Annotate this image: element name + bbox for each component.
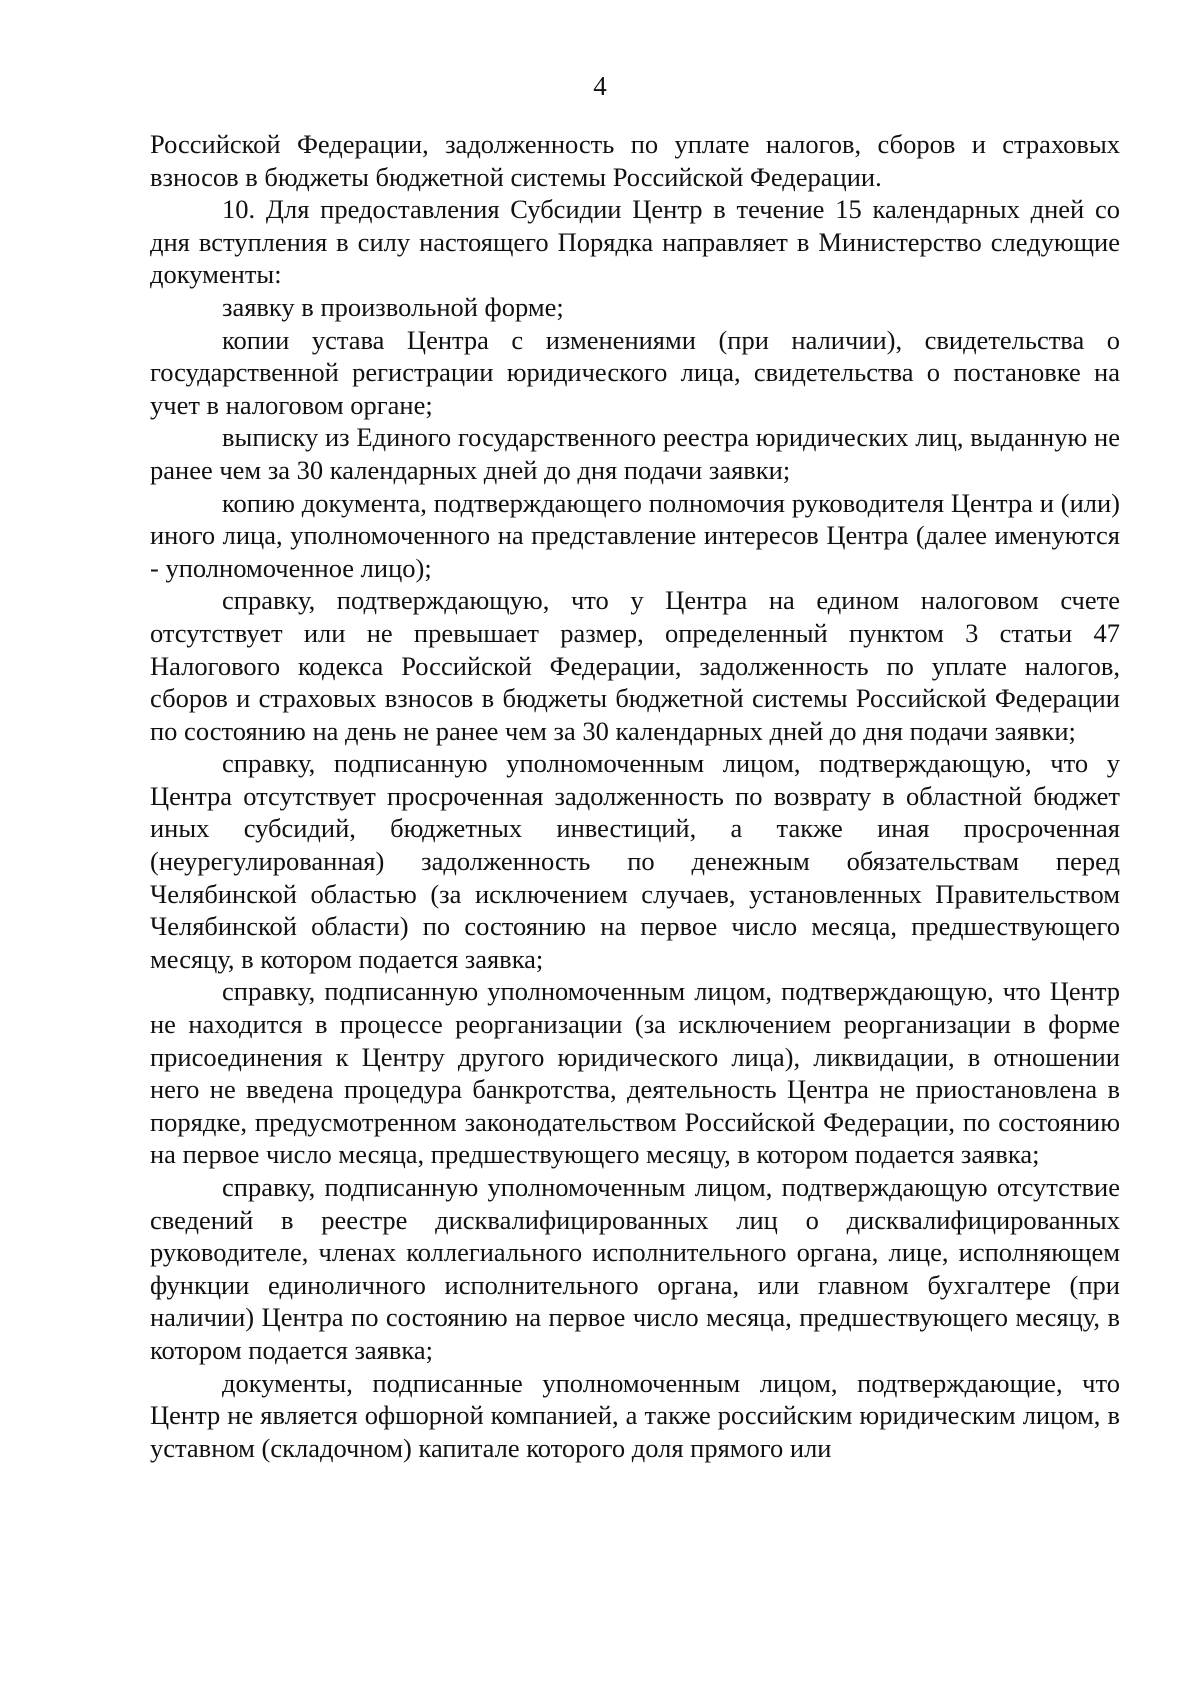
- paragraph-debt-certificate: справку, подписанную уполномоченным лицом, подтверждающую, что у Центра отсутствует просроченная задолженность по возврату в областной бюджет иных субсидий, бюджетных инвестиций, а также иная просроченная (неурегулированная) задолженность по денежным обязательствам перед Челябинской областью (за исключением случаев, установленных Правительством Челябинской области) по состоянию на первое число месяца, предшествующего месяцу, в котором подается заявка;: [150, 748, 1120, 974]
- paragraph-application: заявку в произвольной форме;: [222, 291, 564, 322]
- document-body: [150, 128, 1120, 1464]
- paragraph-authority-document: копию документа, подтверждающего полномочия руководителя Центра и (или) иного лица, уполномоченного на представление интересов Центра (далее именуются - уполномоченное лицо);: [150, 487, 1120, 583]
- paragraph-item-10: 10. Для предоставления Субсидии Центр в течение 15 календарных дней со дня вступления в силу настоящего Порядка направляет в Министерство следующие документы:: [150, 194, 1120, 290]
- page-number: 4: [593, 71, 607, 101]
- paragraph-registry-extract: выписку из Единого государственного реестра юридических лиц, выданную не ранее чем за 30 календарных дней до дня подачи заявки;: [150, 422, 1120, 485]
- paragraph-continuation: Российской Федерации, задолженность по уплате налогов, сборов и страховых взносов в бюджеты бюджетной системы Российской Федерации.: [150, 129, 1120, 192]
- paragraph-disqualification-certificate: справку, подписанную уполномоченным лицом, подтверждающую отсутствие сведений в реестре дисквалифицированных лиц о дисквалифицированных руководителе, членах коллегиального исполнительного органа, лице, исполняющем функции единоличного исполнительного органа, или главном бухгалтере (при наличии) Центра по состоянию на первое число месяца, предшествующего месяцу, в котором подается заявка;: [150, 1172, 1120, 1365]
- paragraph-charter-copies: копии устава Центра с изменениями (при наличии), свидетельства о государственной регистрации юридического лица, свидетельства о постановке на учет в налоговом органе;: [150, 324, 1120, 420]
- paragraph-reorganization-certificate: справку, подписанную уполномоченным лицом, подтверждающую, что Центр не находится в процессе реорганизации (за исключением реорганизации в форме присоединения к Центру другого юридического лица), ликвидации, в отношении него не введена процедура банкротства, деятельность Центра не приостановлена в порядке, предусмотренном законодательством Российской Федерации, по состоянию на первое число месяца, предшествующего месяцу, в котором подается заявка;: [150, 976, 1120, 1170]
- paragraph-offshore-documents: документы, подписанные уполномоченным лицом, подтверждающие, что Центр не является офшорной компанией, а также российским юридическим лицом, в уставном (складочном) капитале которого доля прямого или: [150, 1367, 1120, 1463]
- paragraph-tax-certificate: справку, подтверждающую, что у Центра на едином налоговом счете отсутствует или не превышает размер, определенный пунктом 3 статьи 47 Налогового кодекса Российской Федерации, задолженность по уплате налогов, сборов и страховых взносов в бюджеты бюджетной системы Российской Федерации по состоянию на день не ранее чем за 30 календарных дней до дня подачи заявки;: [150, 585, 1120, 746]
